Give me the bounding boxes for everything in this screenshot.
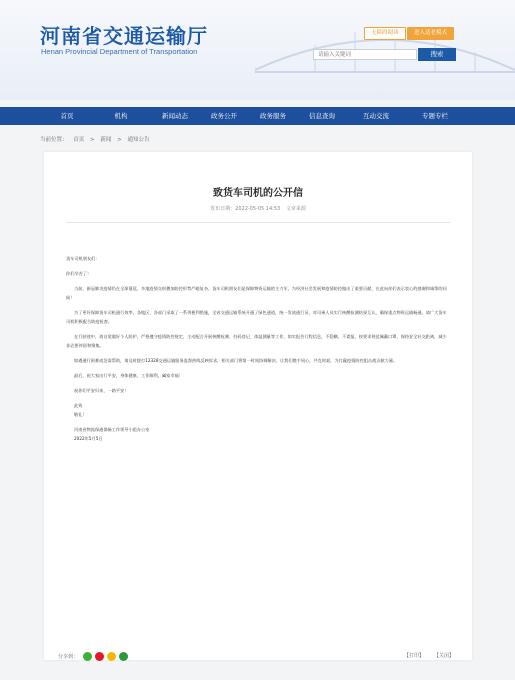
site-header (0, 0, 515, 100)
breadcrumb-item-home[interactable]: 首页 (73, 137, 85, 143)
weibo-icon[interactable] (95, 652, 104, 661)
breadcrumb-item-news[interactable]: 新闻 (100, 137, 112, 143)
paragraph: 在行驶途中，请自觉做好个人防护，严格遵守疫情防控规定，主动配合开展核酸检测、扫码登记、体温测量等工作，如实报告行程信息，不隐瞒、不谎报，按要求规范佩戴口罩，保持安全社交距离，减少非必要停留和聚集。 (66, 334, 447, 348)
article-date: 发布日期：2022-05-05 14:53 (210, 206, 281, 212)
paragraph: 最后，祝大家出行平安，身体健康，工作顺利，阖家幸福！ (74, 373, 183, 378)
print-link[interactable]: 【打印】 (404, 653, 425, 659)
accessible-reading-button[interactable]: 无障碍阅读 (364, 27, 406, 40)
breadcrumb-separator: > (117, 137, 122, 143)
search-input[interactable] (313, 49, 417, 60)
nav-item-gov-service[interactable]: 政务服务 (260, 112, 286, 120)
search-button[interactable]: 搜索 (418, 48, 456, 61)
wechat-icon[interactable] (83, 652, 92, 661)
closing-line: 祝你们平安归来，一路平安！ (74, 388, 129, 393)
paragraph: 如遇通行困难或急需帮助，请及时拨打12328交通运输服务监督热线反映诉求，相关部门将第一时间协调解决。让我们携手同心，共克时艰，为打赢疫情防控阻击战贡献力量。 (74, 358, 398, 363)
nav-item-organization[interactable]: 机构 (114, 112, 128, 120)
sign-date: 2022年5月5日 (74, 436, 103, 441)
article-panel (44, 152, 472, 660)
share-label: 分享到： (58, 653, 79, 660)
main-nav (0, 107, 515, 125)
paragraph: 当前，新冠肺炎疫情仍在全球蔓延，多地疫情交织叠加防控形势严峻复杂。货车司机朋友们是保障物资运输的主力军，为经济社会发展和疫情防控做出了重要贡献，在此向你们表示衷心的感谢和诚挚的问候！ (66, 286, 447, 300)
nav-item-interaction[interactable]: 互动交流 (363, 112, 389, 120)
nav-item-special-topics[interactable]: 专题专栏 (422, 112, 448, 120)
article-source: 文章来源 (285, 206, 306, 212)
nav-item-info-query[interactable]: 信息查询 (309, 112, 335, 120)
elder-mode-button[interactable]: 进入适老模式 (407, 27, 454, 40)
greeting: 你们辛苦了！ (66, 271, 92, 276)
paragraph: 为了更好保障货车司机通行效率，各地区、各部门采取了一系列便利措施，全省交通运输系统开通了绿色通道，统一发放通行证，对司乘人员实行核酸检测结果互认，确保重点物资运输畅通。请广大货车司机积极配合防疫检查。 (66, 310, 447, 324)
nav-item-gov-open[interactable]: 政务公开 (211, 112, 237, 120)
article-meta (44, 205, 472, 212)
article-title: 致货车司机的公开信 (213, 188, 303, 199)
nav-item-news[interactable]: 新闻动态 (162, 112, 188, 120)
qzone-icon[interactable] (107, 652, 116, 661)
breadcrumb (40, 134, 475, 146)
share-bar (58, 650, 128, 662)
salutation: 货车司机朋友们： (66, 256, 100, 261)
breadcrumb-separator: > (90, 137, 95, 143)
closing-line: 敬礼！ (74, 412, 87, 417)
signature: 河南省物流保通保畅工作领导小组办公室 (74, 427, 150, 432)
divider (66, 222, 450, 223)
site-title: 河南省交通运输厅 (40, 24, 208, 48)
article-body (66, 254, 450, 443)
closing-line: 此致 (74, 403, 83, 408)
breadcrumb-prefix: 当前位置： (40, 137, 68, 143)
breadcrumb-item-notice[interactable]: 通知公告 (127, 137, 150, 143)
nav-item-home[interactable]: 首页 (60, 112, 74, 120)
close-link[interactable]: 【关闭】 (434, 653, 455, 659)
douban-icon[interactable] (119, 652, 128, 661)
site-subtitle: Henan Provincial Department of Transportation (41, 47, 198, 56)
